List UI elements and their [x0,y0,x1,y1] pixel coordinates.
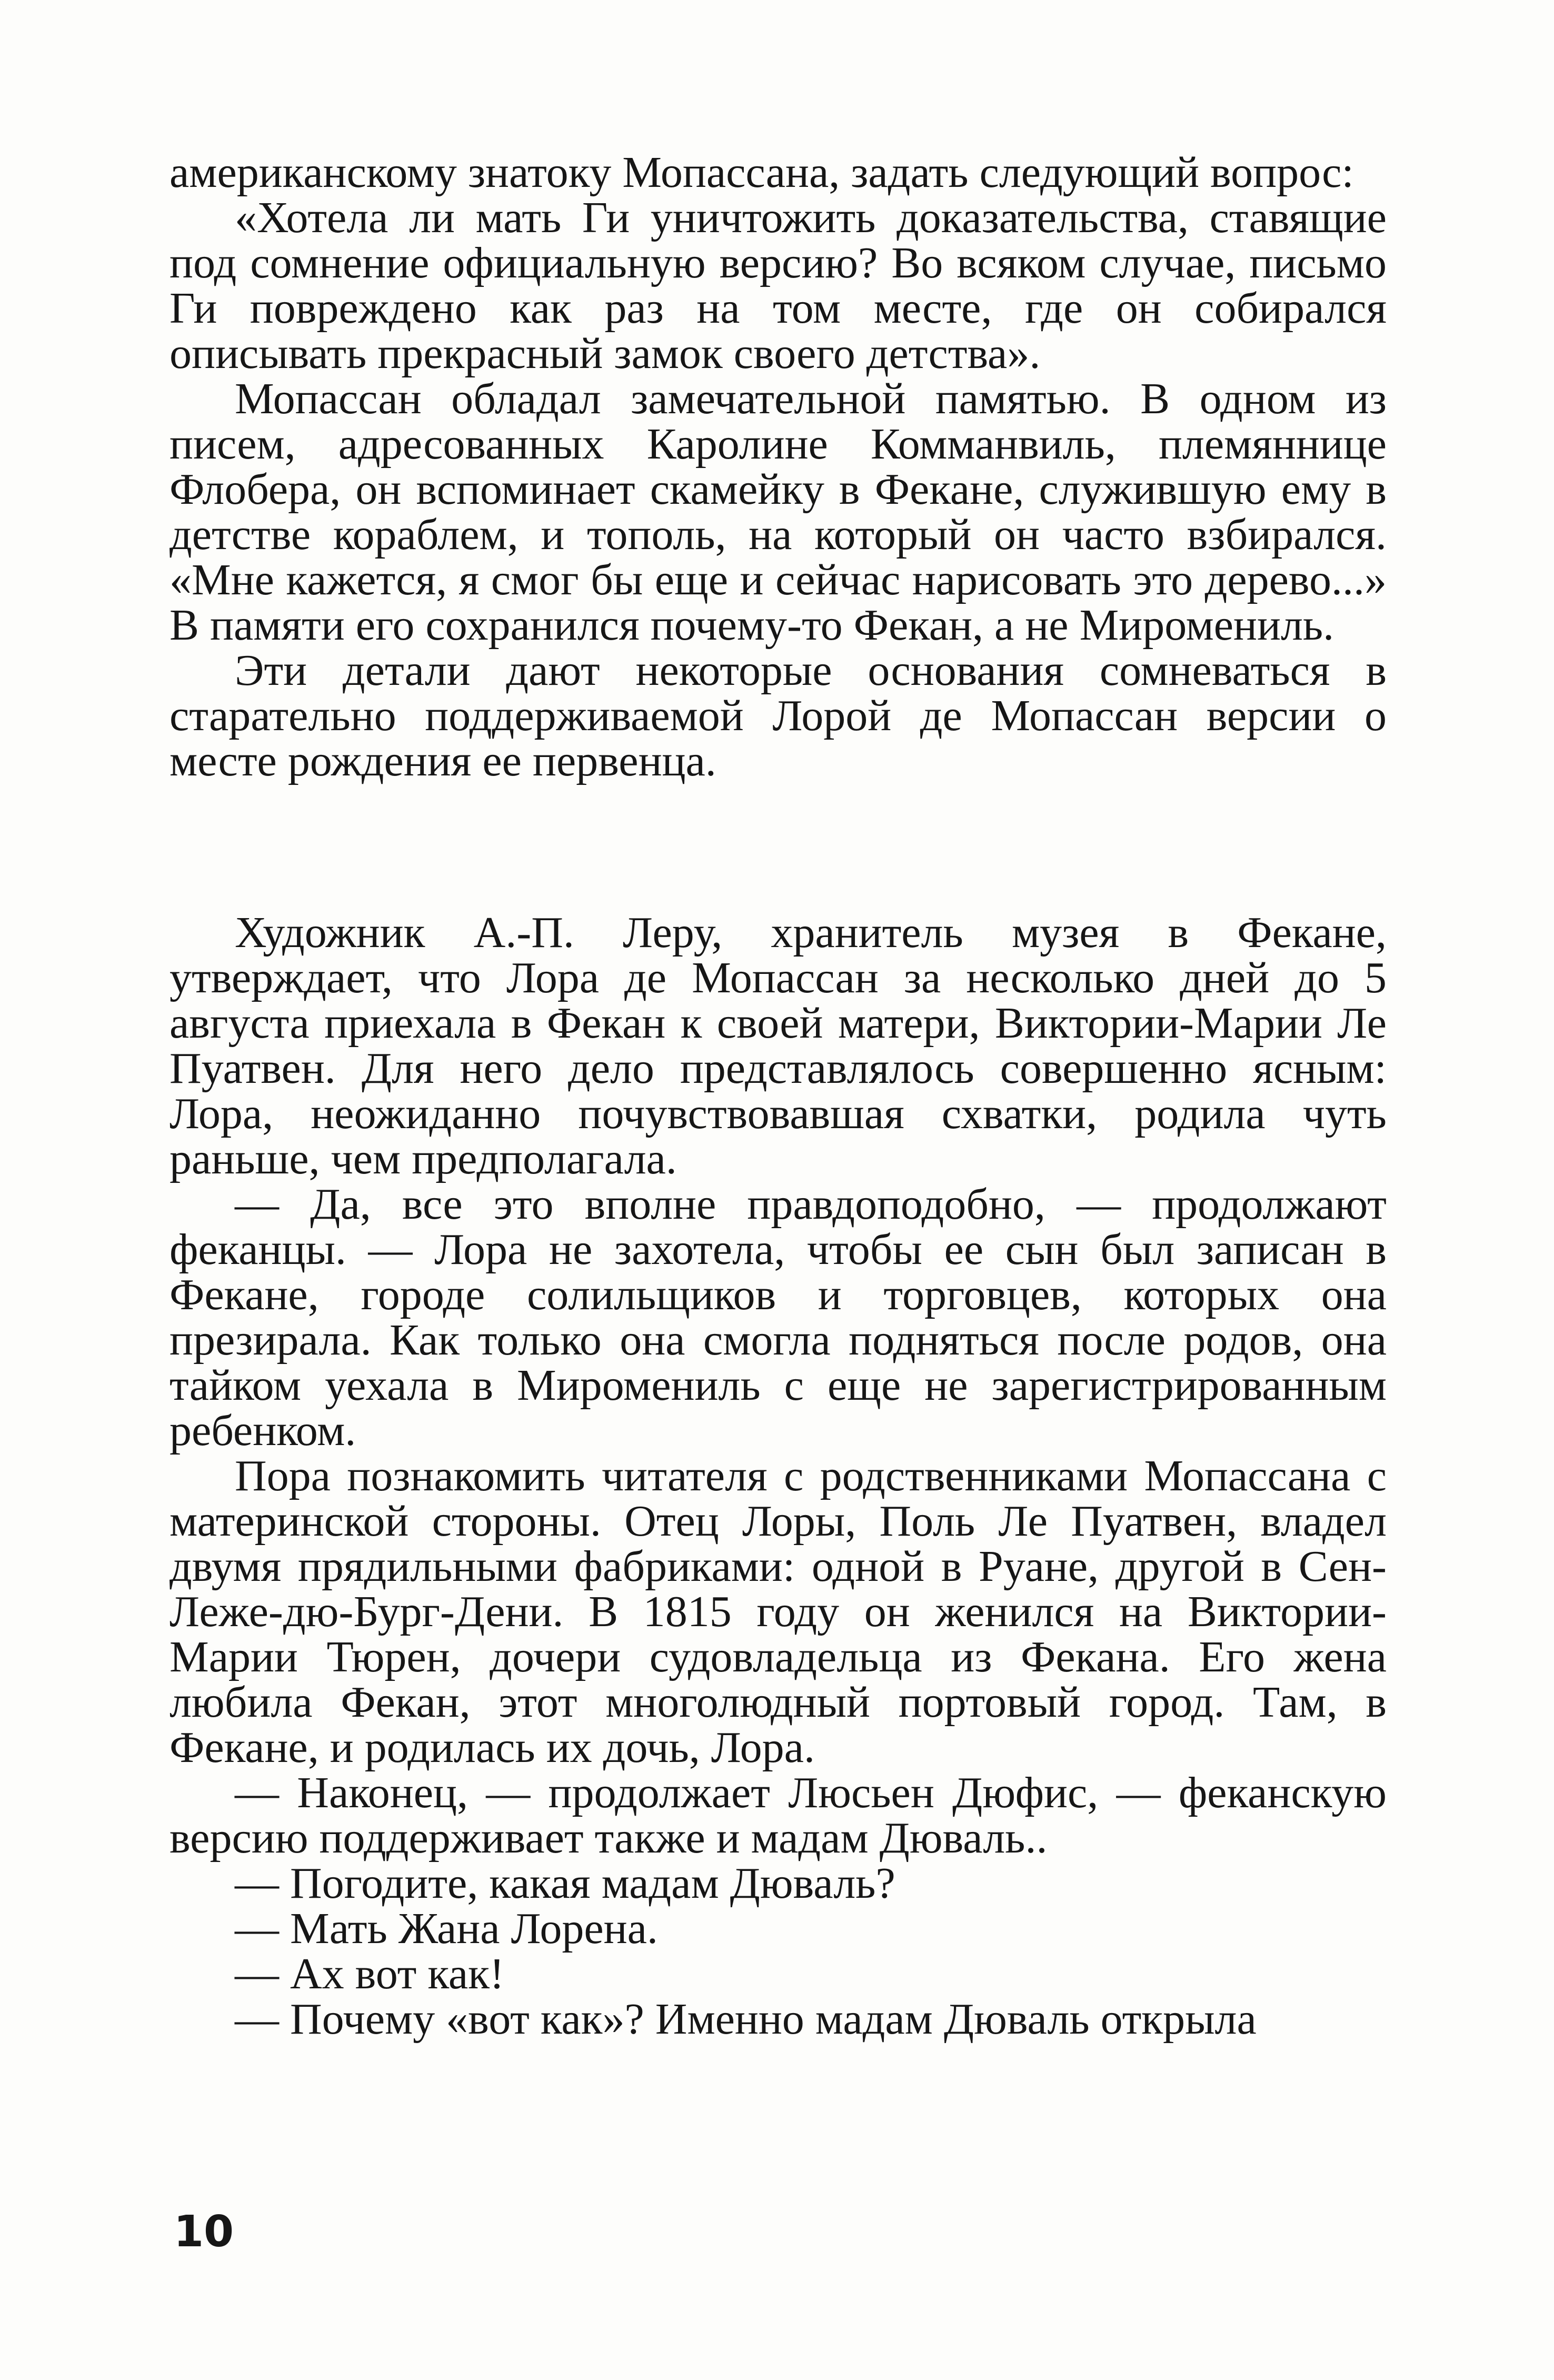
paragraph: — Наконец, — продолжает Люсьен Дюфис, — феканскую версию поддерживает также и мадам Дюваль.. [170,1768,1387,1863]
page-body [170,150,1387,2042]
paragraph: «Хотела ли мать Ги уничтожить доказательства, ставящие под сомнение официальную версию? Во всяком случае, письмо Ги повреждено как раз на том месте, где он собирался описывать прекрасный замок своего детства». [170,193,1387,378]
page-number: 10 [174,2207,234,2257]
paragraph: — Мать Жана Лорена. [235,1904,658,1953]
paragraph: — Погодите, какая мадам Дюваль? [235,1859,895,1908]
paragraph: Мопассан обладал замечательной памятью. В одном из писем, адресованных Каролине Комманвиль, племяннице Флобера, он вспоминает скамейку в Фекане, служившую ему в детстве кораблем, и тополь, на который он часто взбирался. «Мне кажется, я смог бы еще и сейчас нарисовать это дерево...» В памяти его сохранился почему-то Фекан, а не Миромениль. [170,374,1387,650]
paragraph: — Да, все это вполне правдоподобно, — продолжают феканцы. — Лора не захотела, чтобы ее сын был записан в Фекане, городе солильщиков и торговцев, которых она презирала. Как только она смогла подняться после родов, она тайком уехала в Миромениль с еще не зарегистрированным ребенком. [170,1180,1387,1455]
paragraph: Художник А.-П. Леру, хранитель музея в Фекане, утверждает, что Лора де Мопассан за несколько дней до 5 августа приехала в Фекан к своей матери, Виктории-Марии Ле Пуатвен. Для него дело представлялось совершенно ясным: Лора, неожиданно почувствовавшая схватки, родила чуть раньше, чем предполагала. [170,908,1387,1183]
paragraph: Эти детали дают некоторые основания сомневаться в старательно поддерживаемой Лорой де Мопассан версии о месте рождения ее первенца. [170,646,1387,785]
paragraph: Пора познакомить читателя с родственниками Мопассана с материнской стороны. Отец Лоры, Поль Ле Пуатвен, владел двумя прядильными фабриками: одной в Руане, другой в Сен-Леже-дю-Бург-Дени. В 1815 году он женился на Виктории-Марии Тюрен, дочери судовладельца из Фекана. Его жена любила Фекан, этот многолюдный портовый город. Там, в Фекане, и родилась их дочь, Лора. [170,1451,1387,1772]
text-section-1 [170,150,1387,784]
paragraph: американскому знатоку Мопассана, задать следующий вопрос: [170,148,1354,197]
section-break [170,784,1387,910]
text-section-2 [170,910,1387,2042]
paragraph: — Почему «вот как»? Именно мадам Дюваль открыла [235,1995,1257,2044]
paragraph: — Ах вот как! [235,1949,504,1998]
